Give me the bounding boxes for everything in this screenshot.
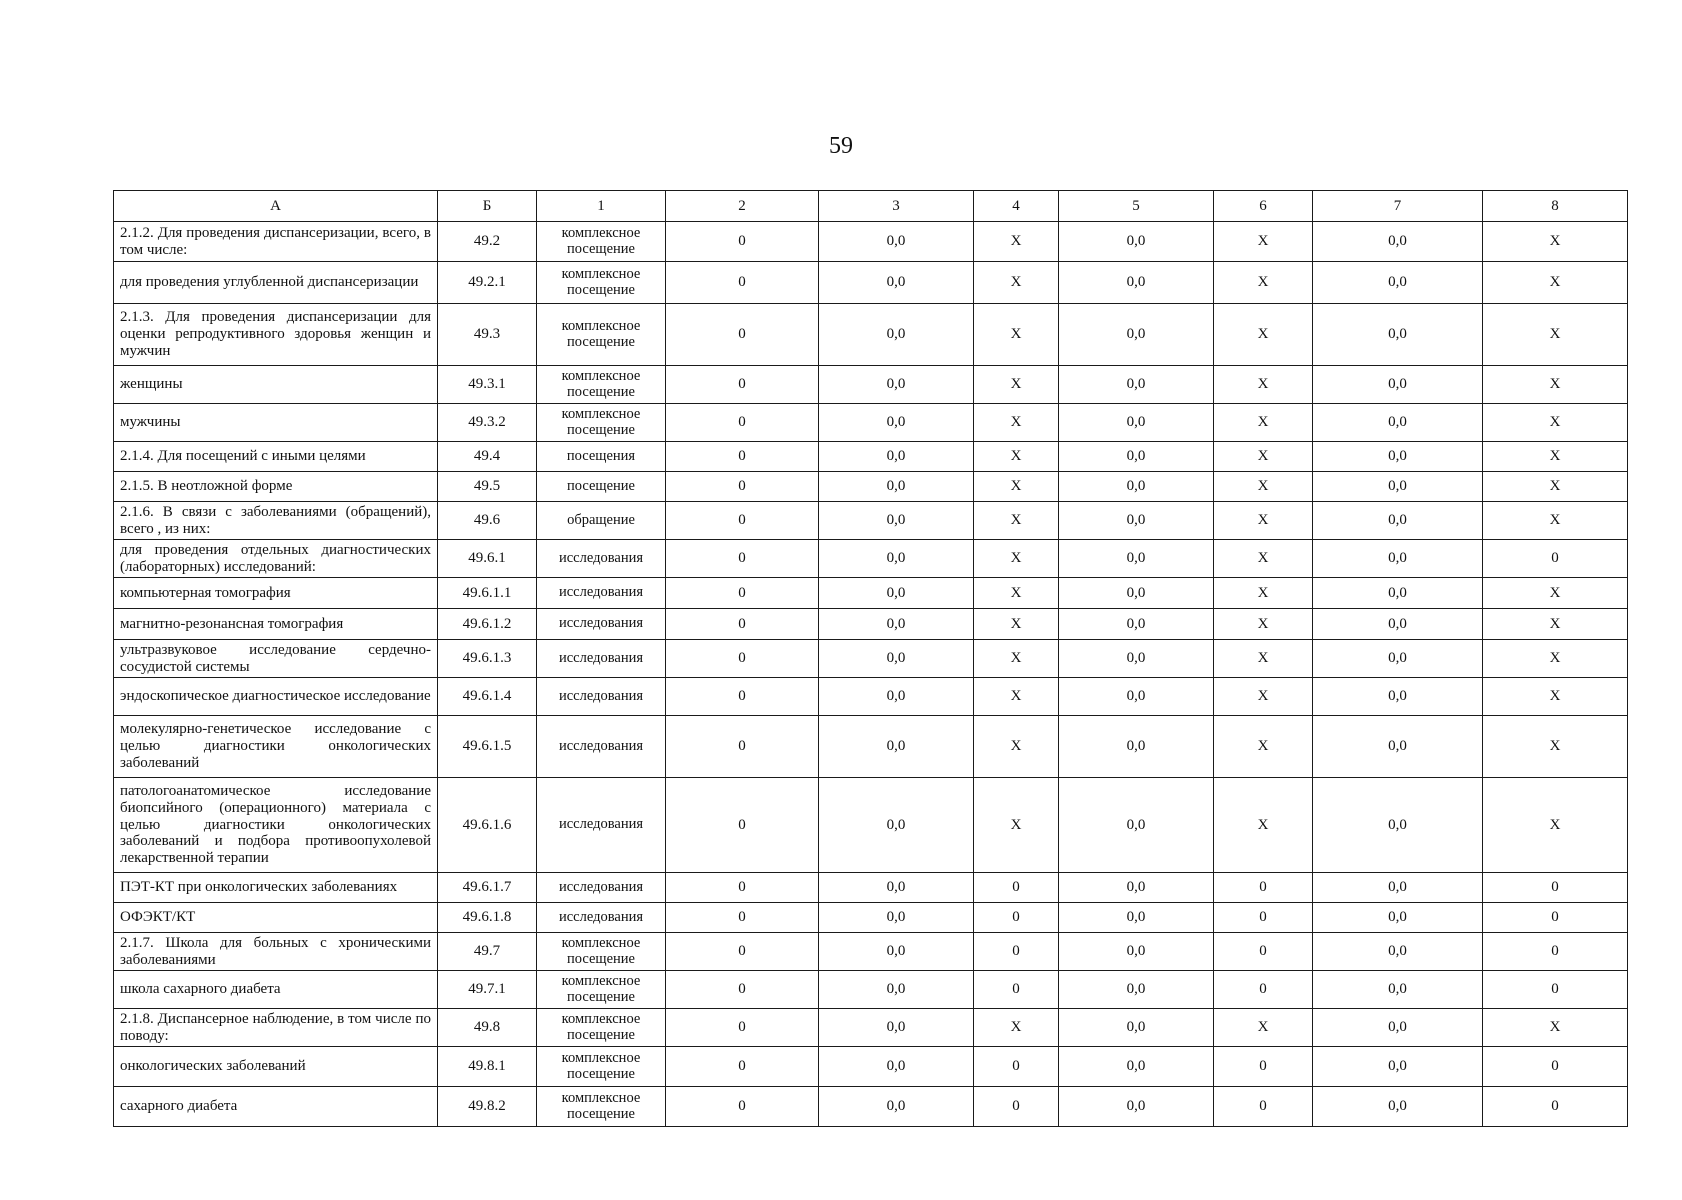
row-unit-cell: обращение <box>537 502 666 540</box>
col-8-cell: 0 <box>1483 903 1628 933</box>
col-4-cell: X <box>974 1009 1059 1047</box>
col-4-cell: X <box>974 578 1059 609</box>
col-5-cell: 0,0 <box>1059 262 1214 304</box>
col-7-cell: 0,0 <box>1313 366 1483 404</box>
col-6-cell: X <box>1214 609 1313 640</box>
row-name-cell: 2.1.8. Диспансерное наблюдение, в том числе по поводу: <box>114 1009 438 1047</box>
col-4-cell: X <box>974 472 1059 502</box>
col-3-cell: 0,0 <box>819 678 974 716</box>
col-2-cell: 0 <box>666 578 819 609</box>
col-6-cell: X <box>1214 540 1313 578</box>
col-3-cell: 0,0 <box>819 1087 974 1127</box>
col-6-cell: X <box>1214 262 1313 304</box>
col-5-cell: 0,0 <box>1059 404 1214 442</box>
row-code-cell: 49.8.2 <box>438 1087 537 1127</box>
col-5-cell: 0,0 <box>1059 678 1214 716</box>
col-5-cell: 0,0 <box>1059 933 1214 971</box>
col-5-cell: 0,0 <box>1059 1087 1214 1127</box>
column-header: 4 <box>974 191 1059 222</box>
col-3-cell: 0,0 <box>819 366 974 404</box>
col-3-cell: 0,0 <box>819 640 974 678</box>
col-5-cell: 0,0 <box>1059 304 1214 366</box>
col-2-cell: 0 <box>666 404 819 442</box>
col-8-cell: X <box>1483 1009 1628 1047</box>
row-unit-cell: комплексное посещение <box>537 971 666 1009</box>
header-row <box>114 191 1628 222</box>
col-5-cell: 0,0 <box>1059 578 1214 609</box>
col-8-cell: X <box>1483 678 1628 716</box>
table-row <box>114 472 1628 502</box>
col-3-cell: 0,0 <box>819 1047 974 1087</box>
table-row <box>114 442 1628 472</box>
col-8-cell: X <box>1483 404 1628 442</box>
row-unit-cell: комплексное посещение <box>537 1087 666 1127</box>
col-4-cell: X <box>974 678 1059 716</box>
col-6-cell: X <box>1214 366 1313 404</box>
row-unit-cell: комплексное посещение <box>537 304 666 366</box>
col-6-cell: X <box>1214 640 1313 678</box>
row-unit-cell: исследования <box>537 903 666 933</box>
col-2-cell: 0 <box>666 609 819 640</box>
row-unit-cell: комплексное посещение <box>537 933 666 971</box>
col-7-cell: 0,0 <box>1313 873 1483 903</box>
row-name-cell: школа сахарного диабета <box>114 971 438 1009</box>
col-4-cell: 0 <box>974 1087 1059 1127</box>
col-7-cell: 0,0 <box>1313 442 1483 472</box>
row-unit-cell: комплексное посещение <box>537 1009 666 1047</box>
col-2-cell: 0 <box>666 304 819 366</box>
col-7-cell: 0,0 <box>1313 640 1483 678</box>
col-4-cell: X <box>974 716 1059 778</box>
row-code-cell: 49.6.1.1 <box>438 578 537 609</box>
col-7-cell: 0,0 <box>1313 1009 1483 1047</box>
col-2-cell: 0 <box>666 442 819 472</box>
col-3-cell: 0,0 <box>819 442 974 472</box>
row-unit-cell: исследования <box>537 873 666 903</box>
row-name-cell: патологоанатомическое исследование биопсийного (операционного) материала с целью диагностики онкологических заболеваний и подбора противоопухолевой лекарственной терапии <box>114 778 438 873</box>
row-name-cell: 2.1.7. Школа для больных с хроническими заболеваниями <box>114 933 438 971</box>
row-name-cell: ультразвуковое исследование сердечно-сосудистой системы <box>114 640 438 678</box>
row-unit-cell: посещение <box>537 472 666 502</box>
col-3-cell: 0,0 <box>819 304 974 366</box>
col-3-cell: 0,0 <box>819 222 974 262</box>
col-5-cell: 0,0 <box>1059 640 1214 678</box>
col-2-cell: 0 <box>666 366 819 404</box>
col-3-cell: 0,0 <box>819 903 974 933</box>
column-header: 3 <box>819 191 974 222</box>
column-header: 6 <box>1214 191 1313 222</box>
col-4-cell: X <box>974 262 1059 304</box>
row-name-cell: онкологических заболеваний <box>114 1047 438 1087</box>
table-row <box>114 933 1628 971</box>
col-3-cell: 0,0 <box>819 873 974 903</box>
table-row <box>114 404 1628 442</box>
row-code-cell: 49.4 <box>438 442 537 472</box>
col-8-cell: X <box>1483 262 1628 304</box>
col-2-cell: 0 <box>666 540 819 578</box>
table-row <box>114 1009 1628 1047</box>
col-3-cell: 0,0 <box>819 578 974 609</box>
row-name-cell: для проведения отдельных диагностических (лабораторных) исследований: <box>114 540 438 578</box>
col-5-cell: 0,0 <box>1059 903 1214 933</box>
col-8-cell: X <box>1483 442 1628 472</box>
col-2-cell: 0 <box>666 472 819 502</box>
col-4-cell: 0 <box>974 1047 1059 1087</box>
row-name-cell: 2.1.2. Для проведения диспансеризации, всего, в том числе: <box>114 222 438 262</box>
col-2-cell: 0 <box>666 778 819 873</box>
row-unit-cell: исследования <box>537 678 666 716</box>
col-7-cell: 0,0 <box>1313 678 1483 716</box>
row-code-cell: 49.6.1.6 <box>438 778 537 873</box>
col-8-cell: X <box>1483 222 1628 262</box>
col-7-cell: 0,0 <box>1313 540 1483 578</box>
column-header: 8 <box>1483 191 1628 222</box>
col-5-cell: 0,0 <box>1059 1047 1214 1087</box>
col-5-cell: 0,0 <box>1059 540 1214 578</box>
row-name-cell: 2.1.3. Для проведения диспансеризации для оценки репродуктивного здоровья женщин и мужчин <box>114 304 438 366</box>
col-2-cell: 0 <box>666 222 819 262</box>
row-unit-cell: исследования <box>537 778 666 873</box>
col-5-cell: 0,0 <box>1059 778 1214 873</box>
table-row <box>114 540 1628 578</box>
col-2-cell: 0 <box>666 262 819 304</box>
table-row <box>114 222 1628 262</box>
col-8-cell: 0 <box>1483 540 1628 578</box>
table-row <box>114 1047 1628 1087</box>
row-code-cell: 49.2 <box>438 222 537 262</box>
row-code-cell: 49.8.1 <box>438 1047 537 1087</box>
col-2-cell: 0 <box>666 1047 819 1087</box>
col-5-cell: 0,0 <box>1059 873 1214 903</box>
row-name-cell: для проведения углубленной диспансеризации <box>114 262 438 304</box>
row-code-cell: 49.3.1 <box>438 366 537 404</box>
col-2-cell: 0 <box>666 678 819 716</box>
row-code-cell: 49.3.2 <box>438 404 537 442</box>
col-4-cell: 0 <box>974 903 1059 933</box>
row-code-cell: 49.6 <box>438 502 537 540</box>
row-unit-cell: исследования <box>537 540 666 578</box>
column-header: 7 <box>1313 191 1483 222</box>
table-row <box>114 678 1628 716</box>
col-6-cell: X <box>1214 1009 1313 1047</box>
row-unit-cell: исследования <box>537 578 666 609</box>
col-7-cell: 0,0 <box>1313 304 1483 366</box>
row-name-cell: 2.1.5. В неотложной форме <box>114 472 438 502</box>
col-3-cell: 0,0 <box>819 540 974 578</box>
col-8-cell: 0 <box>1483 1087 1628 1127</box>
col-6-cell: 0 <box>1214 903 1313 933</box>
row-name-cell: ОФЭКТ/КТ <box>114 903 438 933</box>
col-8-cell: X <box>1483 502 1628 540</box>
col-3-cell: 0,0 <box>819 1009 974 1047</box>
col-5-cell: 0,0 <box>1059 472 1214 502</box>
col-3-cell: 0,0 <box>819 933 974 971</box>
col-7-cell: 0,0 <box>1313 222 1483 262</box>
row-unit-cell: комплексное посещение <box>537 404 666 442</box>
col-8-cell: X <box>1483 578 1628 609</box>
row-code-cell: 49.6.1.5 <box>438 716 537 778</box>
row-unit-cell: комплексное посещение <box>537 1047 666 1087</box>
row-name-cell: компьютерная томография <box>114 578 438 609</box>
col-3-cell: 0,0 <box>819 502 974 540</box>
table-row <box>114 304 1628 366</box>
col-3-cell: 0,0 <box>819 778 974 873</box>
col-2-cell: 0 <box>666 1009 819 1047</box>
col-7-cell: 0,0 <box>1313 404 1483 442</box>
row-unit-cell: комплексное посещение <box>537 222 666 262</box>
col-6-cell: X <box>1214 222 1313 262</box>
table-row <box>114 502 1628 540</box>
col-6-cell: X <box>1214 472 1313 502</box>
row-name-cell: 2.1.6. В связи с заболеваниями (обращений), всего , из них: <box>114 502 438 540</box>
col-6-cell: X <box>1214 678 1313 716</box>
row-unit-cell: исследования <box>537 609 666 640</box>
table-row <box>114 873 1628 903</box>
col-3-cell: 0,0 <box>819 262 974 304</box>
col-8-cell: X <box>1483 366 1628 404</box>
col-5-cell: 0,0 <box>1059 222 1214 262</box>
row-code-cell: 49.8 <box>438 1009 537 1047</box>
col-8-cell: 0 <box>1483 971 1628 1009</box>
col-3-cell: 0,0 <box>819 716 974 778</box>
row-name-cell: мужчины <box>114 404 438 442</box>
col-6-cell: 0 <box>1214 971 1313 1009</box>
row-code-cell: 49.6.1.2 <box>438 609 537 640</box>
col-2-cell: 0 <box>666 971 819 1009</box>
col-4-cell: X <box>974 442 1059 472</box>
row-unit-cell: комплексное посещение <box>537 262 666 304</box>
table-row <box>114 903 1628 933</box>
col-8-cell: 0 <box>1483 933 1628 971</box>
row-name-cell: молекулярно-генетическое исследование с целью диагностики онкологических заболеваний <box>114 716 438 778</box>
col-4-cell: X <box>974 609 1059 640</box>
col-3-cell: 0,0 <box>819 971 974 1009</box>
table-row <box>114 578 1628 609</box>
col-6-cell: 0 <box>1214 1087 1313 1127</box>
col-2-cell: 0 <box>666 873 819 903</box>
col-3-cell: 0,0 <box>819 404 974 442</box>
column-header: Б <box>438 191 537 222</box>
col-8-cell: 0 <box>1483 873 1628 903</box>
col-5-cell: 0,0 <box>1059 442 1214 472</box>
col-6-cell: X <box>1214 304 1313 366</box>
col-2-cell: 0 <box>666 933 819 971</box>
col-2-cell: 0 <box>666 502 819 540</box>
row-code-cell: 49.7.1 <box>438 971 537 1009</box>
col-6-cell: 0 <box>1214 1047 1313 1087</box>
row-name-cell: ПЭТ-КТ при онкологических заболеваниях <box>114 873 438 903</box>
table-row <box>114 1087 1628 1127</box>
col-6-cell: X <box>1214 404 1313 442</box>
row-name-cell: сахарного диабета <box>114 1087 438 1127</box>
row-code-cell: 49.5 <box>438 472 537 502</box>
col-8-cell: X <box>1483 304 1628 366</box>
col-6-cell: 0 <box>1214 873 1313 903</box>
col-5-cell: 0,0 <box>1059 366 1214 404</box>
col-7-cell: 0,0 <box>1313 502 1483 540</box>
col-4-cell: X <box>974 640 1059 678</box>
col-3-cell: 0,0 <box>819 472 974 502</box>
table-row <box>114 640 1628 678</box>
col-2-cell: 0 <box>666 903 819 933</box>
col-6-cell: X <box>1214 502 1313 540</box>
col-5-cell: 0,0 <box>1059 1009 1214 1047</box>
row-name-cell: женщины <box>114 366 438 404</box>
data-table <box>113 190 1628 1127</box>
col-7-cell: 0,0 <box>1313 778 1483 873</box>
col-6-cell: 0 <box>1214 933 1313 971</box>
row-code-cell: 49.6.1 <box>438 540 537 578</box>
col-6-cell: X <box>1214 578 1313 609</box>
col-4-cell: X <box>974 540 1059 578</box>
col-4-cell: X <box>974 366 1059 404</box>
table-row <box>114 716 1628 778</box>
row-name-cell: 2.1.4. Для посещений с иными целями <box>114 442 438 472</box>
col-7-cell: 0,0 <box>1313 933 1483 971</box>
col-8-cell: X <box>1483 640 1628 678</box>
table-body <box>114 222 1628 1127</box>
col-7-cell: 0,0 <box>1313 472 1483 502</box>
col-7-cell: 0,0 <box>1313 1047 1483 1087</box>
col-3-cell: 0,0 <box>819 609 974 640</box>
row-code-cell: 49.6.1.8 <box>438 903 537 933</box>
col-4-cell: X <box>974 502 1059 540</box>
column-header: 2 <box>666 191 819 222</box>
col-4-cell: X <box>974 404 1059 442</box>
row-code-cell: 49.6.1.7 <box>438 873 537 903</box>
col-5-cell: 0,0 <box>1059 716 1214 778</box>
table-row <box>114 609 1628 640</box>
col-8-cell: 0 <box>1483 1047 1628 1087</box>
table-row <box>114 971 1628 1009</box>
col-2-cell: 0 <box>666 640 819 678</box>
col-7-cell: 0,0 <box>1313 903 1483 933</box>
col-2-cell: 0 <box>666 716 819 778</box>
row-unit-cell: исследования <box>537 716 666 778</box>
column-header: А <box>114 191 438 222</box>
col-4-cell: X <box>974 222 1059 262</box>
row-code-cell: 49.7 <box>438 933 537 971</box>
row-code-cell: 49.6.1.3 <box>438 640 537 678</box>
col-8-cell: X <box>1483 778 1628 873</box>
page-number: 59 <box>829 133 853 159</box>
col-4-cell: 0 <box>974 933 1059 971</box>
row-unit-cell: посещения <box>537 442 666 472</box>
table-row <box>114 262 1628 304</box>
row-code-cell: 49.6.1.4 <box>438 678 537 716</box>
col-4-cell: 0 <box>974 873 1059 903</box>
row-unit-cell: комплексное посещение <box>537 366 666 404</box>
col-6-cell: X <box>1214 716 1313 778</box>
row-code-cell: 49.3 <box>438 304 537 366</box>
table-row <box>114 366 1628 404</box>
col-7-cell: 0,0 <box>1313 716 1483 778</box>
col-4-cell: X <box>974 304 1059 366</box>
col-5-cell: 0,0 <box>1059 609 1214 640</box>
col-5-cell: 0,0 <box>1059 971 1214 1009</box>
col-8-cell: X <box>1483 609 1628 640</box>
col-7-cell: 0,0 <box>1313 609 1483 640</box>
col-7-cell: 0,0 <box>1313 262 1483 304</box>
col-2-cell: 0 <box>666 1087 819 1127</box>
col-7-cell: 0,0 <box>1313 1087 1483 1127</box>
col-7-cell: 0,0 <box>1313 578 1483 609</box>
row-code-cell: 49.2.1 <box>438 262 537 304</box>
row-name-cell: эндоскопическое диагностическое исследование <box>114 678 438 716</box>
table-row <box>114 778 1628 873</box>
row-name-cell: магнитно-резонансная томография <box>114 609 438 640</box>
col-8-cell: X <box>1483 716 1628 778</box>
column-header: 1 <box>537 191 666 222</box>
row-unit-cell: исследования <box>537 640 666 678</box>
col-7-cell: 0,0 <box>1313 971 1483 1009</box>
col-4-cell: 0 <box>974 971 1059 1009</box>
col-6-cell: X <box>1214 778 1313 873</box>
column-header: 5 <box>1059 191 1214 222</box>
col-6-cell: X <box>1214 442 1313 472</box>
col-4-cell: X <box>974 778 1059 873</box>
col-5-cell: 0,0 <box>1059 502 1214 540</box>
col-8-cell: X <box>1483 472 1628 502</box>
